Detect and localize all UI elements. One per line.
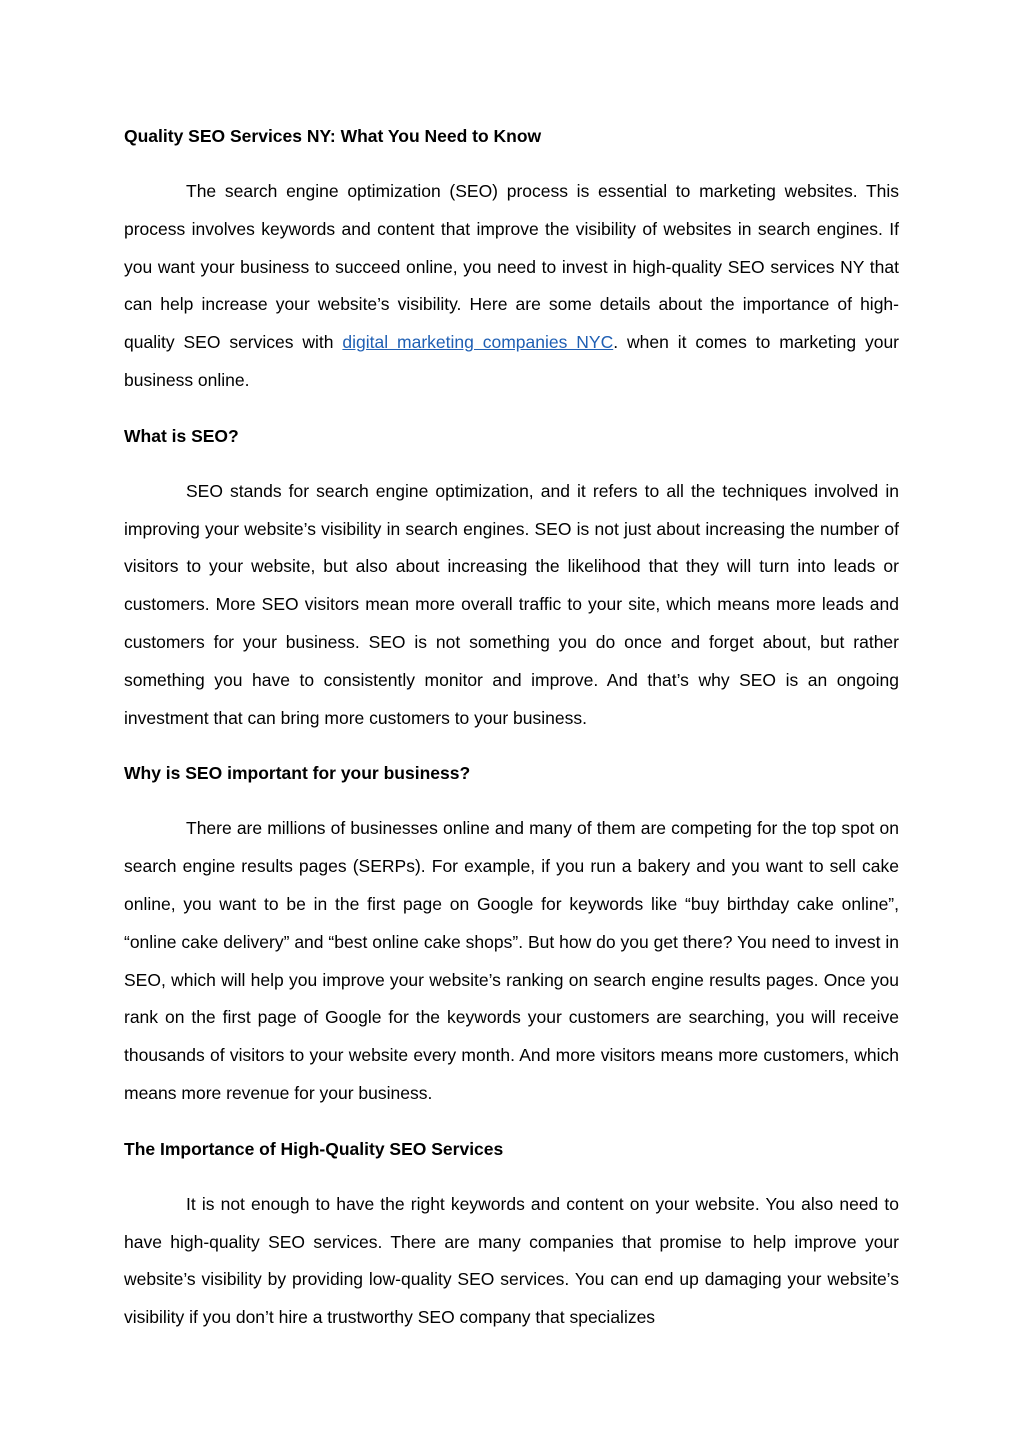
intro-text-after-link: . when it comes to marketing your business online. [124,332,900,390]
section-paragraph-why-seo-important: There are millions of businesses online and many of them are competing for the top spot on search engine results pages (SERPs). For example, if you run a bakery and you want to sell cake online, you want to be in the first page on Google for keywords like “buy birthday cake online”, “online cake delivery” and “best online cake shops”. But how do you get there? You need to invest in SEO, which will help you improve your website’s ranking on search engine results pages. Once you rank on the first page of Google for the keywords your customers are searching, you will receive thousands of visitors to your website every month. And more visitors means more customers, which means more revenue for your business. [124,818,899,1103]
intro-paragraph [124,173,899,400]
section-heading-importance-high-quality: The Importance of High-Quality SEO Services [124,1138,504,1159]
section-paragraph-importance-high-quality: It is not enough to have the right keywords and content on your website. You also need to have high-quality SEO services. There are many companies that promise to help improve your website’s visibility by providing low-quality SEO services. You can end up damaging your website’s visibility if you don’t hire a trustworthy SEO company that specializes [124,1193,899,1328]
section-paragraph-what-is-seo: SEO stands for search engine optimization, and it refers to all the techniques involved in improving your website’s visibility in search engines. SEO is not just about increasing the number of visitors to your website, but also about increasing the likelihood that they will turn into leads or customers. More SEO visitors mean more overall traffic to your site, which means more leads and customers for your business. SEO is not something you do once and forget about, but rather something you have to consistently monitor and improve. And that’s why SEO is an ongoing investment that can bring more customers to your business. [124,480,899,728]
intro-text-before-link: The search engine optimization (SEO) process is essential to marketing websites. This process involves keywords and content that improve the visibility of websites in search engines. If you want your business to succeed online, you need to invest in high-quality SEO services NY that can help increase your website’s visibility. Here are some details about the importance of high-quality SEO services with [124,181,899,353]
digital-marketing-link[interactable]: digital marketing companies NYC [342,332,614,353]
document-title: Quality SEO Services NY: What You Need to Know [124,126,542,146]
section-heading-what-is-seo: What is SEO? [124,425,239,446]
section-heading-why-seo-important: Why is SEO important for your business? [124,763,471,784]
